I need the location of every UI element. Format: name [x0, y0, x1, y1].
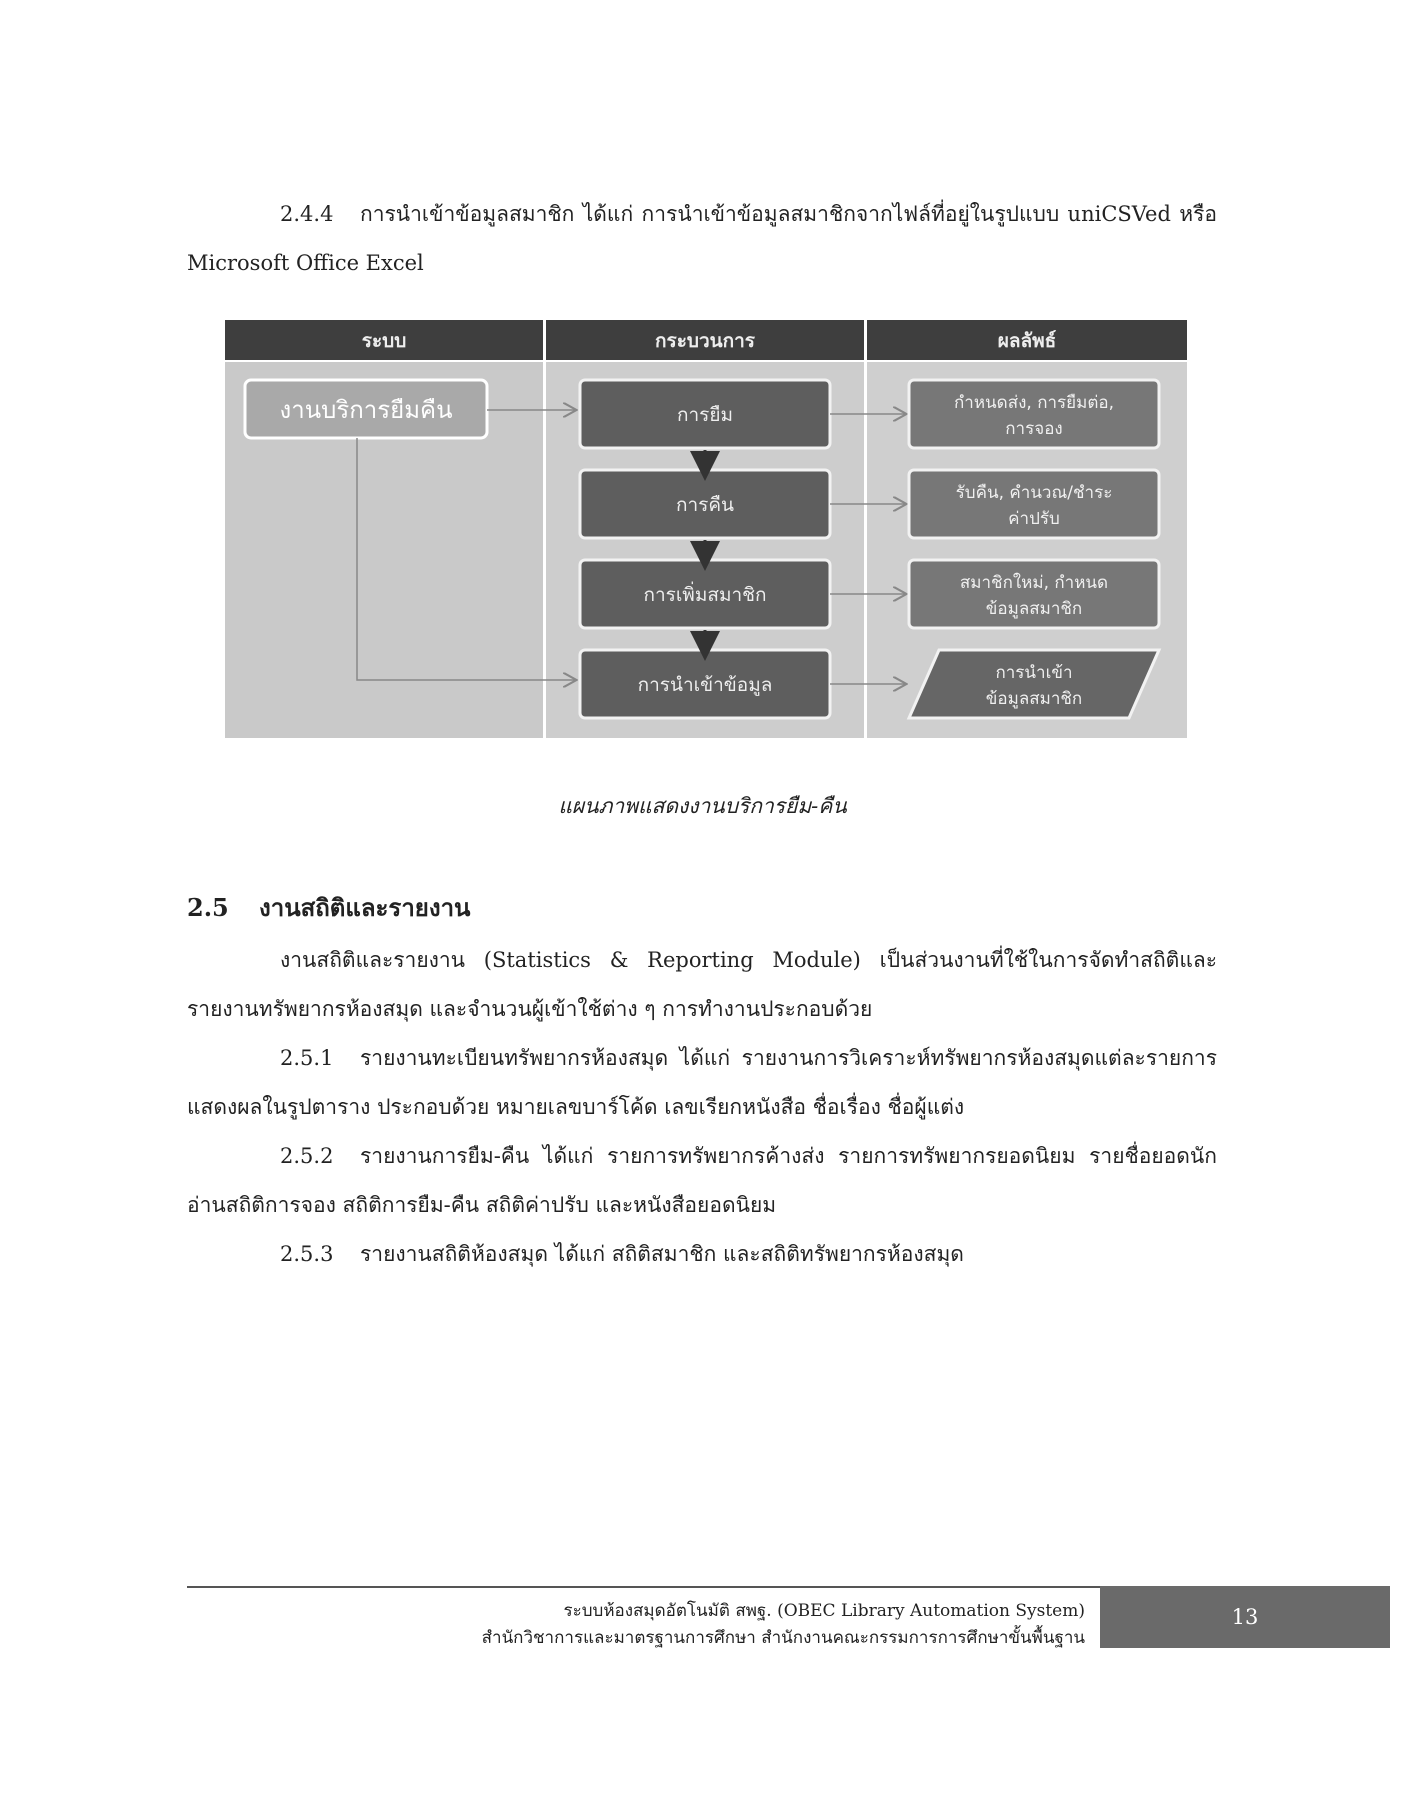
item-text: การนำเข้าข้อมูลสมาชิก ได้แก่ การนำเข้าข้อมูลสมาชิกจากไฟล์ที่อยู่ในรูปแบบ uniCSVed หรือ Microsoft Office Excel — [187, 202, 1217, 275]
page-number: 13 — [1231, 1605, 1259, 1629]
result-box-line1: รับคืน, คำนวณ/ชำระ — [955, 483, 1113, 503]
diagram-svg — [225, 320, 1187, 738]
footer-text — [482, 1598, 1085, 1652]
item-text: รายงานสถิติห้องสมุด ได้แก่ สถิติสมาชิก และสถิติทรัพยากรห้องสมุด — [360, 1242, 964, 1266]
item-number: 2.4.4 — [280, 202, 334, 226]
paragraph-2-5-1 — [187, 1034, 1217, 1132]
item-number: 2.5.1 — [280, 1046, 334, 1070]
process-box-label: การเพิ่มสมาชิก — [643, 584, 767, 606]
figure-caption: แผนภาพแสดงงานบริการยืม-คืน — [558, 794, 847, 818]
footer-line2: สำนักวิชาการและมาตรฐานการศึกษา สำนักงานคณะกรรมการการศึกษาขั้นพื้นฐาน — [481, 1628, 1085, 1648]
item-number: 2.5.2 — [280, 1144, 334, 1168]
header-result: ผลลัพธ์ — [997, 330, 1057, 352]
paragraph-2-5-2 — [187, 1132, 1217, 1230]
paragraph-2-5-intro: งานสถิติและรายงาน (Statistics & Reporting Module) เป็นส่วนงานที่ใช้ในการจัดทำสถิติและรายงานทรัพยากรห้องสมุด และจำนวนผู้เข้าใช้ต่าง ๆ การทำงานประกอบด้วย — [187, 948, 1217, 1021]
result-box-line2: ข้อมูลสมาชิก — [985, 689, 1083, 709]
result-box-line2: ค่าปรับ — [1008, 509, 1060, 529]
section-number: 2.5 — [187, 893, 229, 922]
footer-divider — [187, 1586, 1100, 1588]
result-box-line1: การนำเข้า — [995, 663, 1073, 683]
header-process: กระบวนการ — [654, 330, 756, 352]
section-title: งานสถิติและรายงาน — [259, 893, 471, 922]
item-text: รายงานการยืม-คืน ได้แก่ รายการทรัพยากรค้างส่ง รายการทรัพยากรยอดนิยม รายชื่อยอดนักอ่านสถิติการจอง สถิติการยืม-คืน สถิติค่าปรับ และหนังสือยอดนิยม — [187, 1144, 1217, 1217]
process-box-label: การนำเข้าข้อมูล — [637, 674, 773, 696]
section-heading-2-5 — [187, 888, 470, 927]
page-number-box — [1100, 1586, 1390, 1648]
paragraph-2-5-3 — [187, 1230, 1217, 1279]
item-text: รายงานทะเบียนทรัพยากรห้องสมุด ได้แก่ รายงานการวิเคราะห์ทรัพยากรห้องสมุดแต่ละรายการแสดงผลในรูปตาราง ประกอบด้วย หมายเลขบาร์โค้ด เลขเรียกหนังสือ ชื่อเรื่อง ชื่อผู้แต่ง — [187, 1046, 1217, 1119]
paragraph-2-4-4 — [187, 190, 1217, 288]
header-system: ระบบ — [361, 330, 407, 352]
footer-line1: ระบบห้องสมุดอัตโนมัติ สพฐ. (OBEC Library Automation System) — [563, 1601, 1085, 1621]
result-box-line2: ข้อมูลสมาชิก — [985, 599, 1083, 619]
system-box-label: งานบริการยืมคืน — [279, 396, 453, 424]
item-number: 2.5.3 — [280, 1242, 334, 1266]
process-box-label: การคืน — [675, 494, 735, 516]
result-box-line1: สมาชิกใหม่, กำหนด — [959, 573, 1109, 593]
result-box-line2: การจอง — [1005, 419, 1063, 439]
process-box-label: การยืม — [676, 404, 734, 426]
result-box-line1: กำหนดส่ง, การยืมต่อ, — [954, 393, 1114, 413]
borrow-return-diagram — [225, 320, 1187, 738]
